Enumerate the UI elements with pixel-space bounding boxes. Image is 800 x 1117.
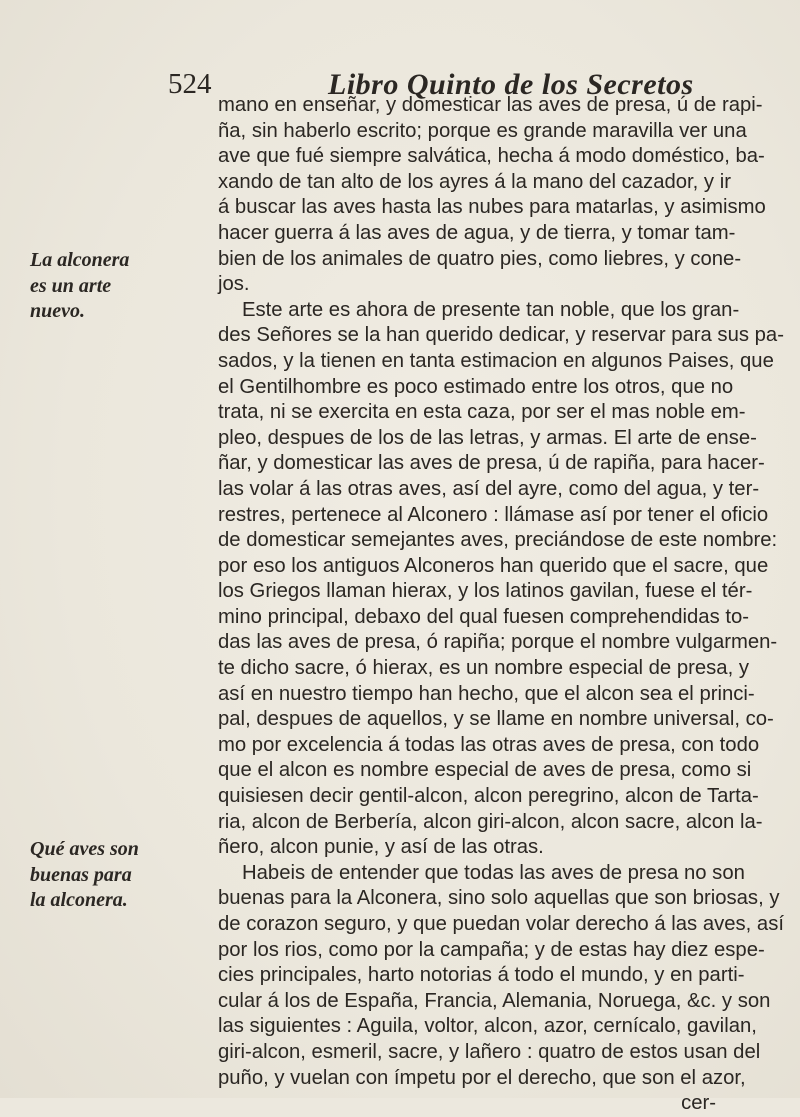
text-line: quisiesen decir gentil-alcon, alcon peregrino, alcon de Tarta- xyxy=(218,785,759,808)
text-line: que el alcon es nombre especial de aves de presa, como si xyxy=(218,759,752,782)
text-line: mano en enseñar, y domesticar las aves de presa, ú de rapi- xyxy=(218,94,763,116)
text-line: te dicho sacre, ó hierax, es un nombre especial de presa, y xyxy=(218,657,749,680)
text-line: á buscar las aves hasta las nubes para matarlas, y asimismo xyxy=(218,196,766,219)
text-line: Habeis de entender que todas las aves de presa no son xyxy=(242,861,745,884)
text-line: de domesticar semejantes aves, preciándose de este nombre: xyxy=(218,529,778,552)
text-line: jos. xyxy=(218,273,250,296)
text-line: pleo, despues de los de las letras, y armas. El arte de ense- xyxy=(218,426,757,449)
text-line: bien de los animales de quatro pies, como liebres, y cone- xyxy=(218,247,742,270)
text-line: cular á los de España, Francia, Alemania, Noruega, &c. y son xyxy=(218,989,771,1012)
marginal-note-line: es un arte xyxy=(30,274,112,297)
text-line: des Señores se la han querido dedicar, y reservar para sus pa- xyxy=(218,324,784,347)
text-line: pal, despues de aquellos, y se llame en nombre universal, co- xyxy=(218,708,774,731)
text-line: ria, alcon de Berbería, alcon giri-alcon, alcon sacre, alcon la- xyxy=(218,810,763,833)
text-line: cies principales, harto notorias á todo el mundo, y en parti- xyxy=(218,964,745,987)
text-line: ñar, y domesticar las aves de presa, ú de rapiña, para hacer- xyxy=(218,452,765,475)
body-text xyxy=(218,93,784,1117)
marginal-note-line: buenas para xyxy=(30,863,132,886)
running-head: Libro Quinto de los Secretos xyxy=(328,68,694,101)
text-line: los Griegos llaman hierax, y los latinos gavilan, fuese el tér- xyxy=(218,580,753,603)
marginal-note-aves-buenas xyxy=(30,837,155,914)
text-line: mino principal, debaxo del qual fuesen comprehendidas to- xyxy=(218,605,750,628)
marginal-note-line: nuevo. xyxy=(30,300,85,323)
text-line: de corazon seguro, y que puedan volar derecho á las aves, así xyxy=(218,913,784,935)
text-line: buenas para la Alconera, sino solo aquellas que son briosas, y xyxy=(218,887,780,910)
marginal-note-line: Qué aves son xyxy=(30,838,139,860)
text-line: ña, sin haberlo escrito; porque es grande maravilla ver una xyxy=(218,119,747,142)
text-line: das las aves de presa, ó rapiña; porque el nombre vulgarmen- xyxy=(218,631,778,654)
text-line: ave que fué siempre salvática, hecha á modo doméstico, ba- xyxy=(218,145,765,168)
text-line: por eso los antiguos Alconeros han querido que el sacre, que xyxy=(218,554,769,577)
text-line: trata, ni se exercita en esta caza, por ser el mas noble em- xyxy=(218,401,746,424)
text-line: ñero, alcon punie, y así de las otras. xyxy=(218,836,544,859)
text-line: Este arte es ahora de presente tan noble, que los gran- xyxy=(242,298,740,321)
text-line: restres, pertenece al Alconero : llámase así por tener el oficio xyxy=(218,503,769,526)
catchword: cer- xyxy=(681,1092,716,1115)
marginal-note-line: La alconera xyxy=(30,249,130,271)
text-line: así en nuestro tiempo han hecho, que el alcon sea el princi- xyxy=(218,682,755,705)
text-line: sados, y la tienen en tanta estimacion en algunos Paises, que xyxy=(218,349,774,372)
marginal-note-line: la alconera. xyxy=(30,889,128,912)
text-line: puño, y vuelan con ímpetu por el derecho, que son el azor, xyxy=(218,1066,746,1089)
page-number: 524 xyxy=(168,68,212,100)
text-line: mo por excelencia á todas las otras aves de presa, con todo xyxy=(218,733,760,756)
text-line: por los rios, como por la campaña; y de estas hay diez espe- xyxy=(218,938,765,961)
marginal-note-alconera-arte-nuevo xyxy=(30,248,155,325)
text-line: las volar á las otras aves, así del ayre, como del agua, y ter- xyxy=(218,477,760,500)
text-line: xando de tan alto de los ayres á la mano del cazador, y ir xyxy=(218,170,731,193)
text-line: hacer guerra á las aves de agua, y de tierra, y tomar tam- xyxy=(218,221,736,244)
text-line: las siguientes : Aguila, voltor, alcon, azor, cernícalo, gavilan, xyxy=(218,1015,757,1038)
text-line: giri-alcon, esmeril, sacre, y lañero : quatro de estos usan del xyxy=(218,1040,761,1063)
text-line: el Gentilhombre es poco estimado entre los otros, que no xyxy=(218,375,734,398)
